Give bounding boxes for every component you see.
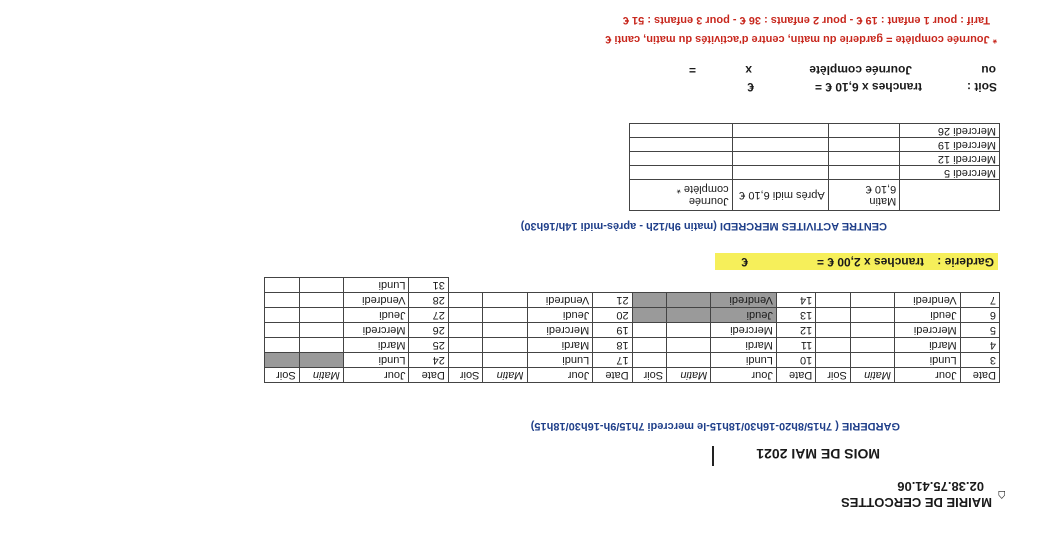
mercredi-empty-cell xyxy=(732,124,828,138)
calendar-cell: 20 xyxy=(593,308,632,323)
mercredi-header-cell: Matin 6,10 € xyxy=(828,180,900,211)
calendar-cell: Mercredi xyxy=(527,323,593,338)
mercredi-empty-cell xyxy=(828,124,900,138)
calendar-cell xyxy=(483,278,527,293)
calendar-cell: Vendredi xyxy=(343,293,409,308)
calendar-cell xyxy=(448,323,483,338)
mairie-phone: 02.38.75.41.06 xyxy=(897,479,984,494)
calendar-cell xyxy=(265,278,300,293)
centre-title: CENTRE ACTIVITES MERCREDI (matin 9h/12h - après-midi 14h/16h30) xyxy=(520,220,887,232)
calendar-cell: 26 xyxy=(409,323,448,338)
calendar-cell xyxy=(632,353,667,368)
soit-label: Soit : xyxy=(967,80,997,94)
calendar-cell: 18 xyxy=(593,338,632,353)
calendar-header-cell: Date xyxy=(776,368,815,383)
mercredi-date-cell: Mercredi 5 xyxy=(900,166,1000,180)
calendar-cell: 3 xyxy=(960,353,999,368)
calendar-cell xyxy=(299,353,343,368)
calendar-cell xyxy=(299,278,343,293)
mercredi-header-cell: Journée complète * xyxy=(630,180,733,211)
garderie-hours: GARDERIE ( 7h15/8h20-16h30/18h15-le mercredi 7h15/9h-16h30/18h15) xyxy=(530,420,900,432)
calendar-cell: 6 xyxy=(960,308,999,323)
calendar-cell: 7 xyxy=(960,293,999,308)
table-row xyxy=(265,293,1000,308)
calendar-header-cell: Soir xyxy=(632,368,667,383)
calendar-cell xyxy=(667,308,711,323)
calendar-cell xyxy=(265,308,300,323)
calendar-cell xyxy=(483,308,527,323)
calendar-cell: Mardi xyxy=(711,338,777,353)
calendar-header-cell: Matin xyxy=(483,368,527,383)
calendar-header-cell: Matin xyxy=(299,368,343,383)
tarif-note: Tarif : pour 1 enfant : 19 € - pour 2 enfants : 36 € - pour 3 enfants : 51 € xyxy=(622,14,990,26)
calendar-cell xyxy=(265,323,300,338)
mairie-name: MAIRIE DE CERCOTTES xyxy=(841,495,992,510)
calendar-header-cell: Date xyxy=(960,368,999,383)
calendar-cell: Mardi xyxy=(527,338,593,353)
calendar-header-cell: Jour xyxy=(527,368,593,383)
journee-note: * Journée complète = garderie du matin, centre d'activités du matin, canti € xyxy=(605,33,997,45)
calendar-cell: Jeudi xyxy=(343,308,409,323)
calendar-cell xyxy=(816,353,851,368)
calendar-header-cell: Matin xyxy=(850,368,894,383)
mercredi-empty-cell xyxy=(630,166,733,180)
calendar-cell xyxy=(299,323,343,338)
calendar-cell xyxy=(667,338,711,353)
calendar-cell xyxy=(448,353,483,368)
mercredi-empty-cell xyxy=(630,152,733,166)
calendar-cell xyxy=(632,323,667,338)
calendar-cell: Lundi xyxy=(343,353,409,368)
calendar-cell xyxy=(632,308,667,323)
mercredi-date-cell: Mercredi 12 xyxy=(900,152,1000,166)
calendar-cell xyxy=(667,293,711,308)
calendar-header-cell: Jour xyxy=(894,368,960,383)
table-row xyxy=(265,353,1000,368)
calendar-cell xyxy=(850,293,894,308)
calendar-cell: 31 xyxy=(409,278,448,293)
table-row xyxy=(265,338,1000,353)
calendar-cell: Mardi xyxy=(894,338,960,353)
page-title: MOIS DE MAI 2021 xyxy=(756,446,880,462)
calendar-cell xyxy=(850,323,894,338)
calendar-cell xyxy=(850,278,894,293)
calendar-header-cell: Soir xyxy=(816,368,851,383)
calendar-cell xyxy=(667,353,711,368)
mercredi-row xyxy=(630,152,1000,166)
mercredi-empty-cell xyxy=(732,152,828,166)
calendar-header-cell: Date xyxy=(593,368,632,383)
mercredi-empty-cell xyxy=(630,124,733,138)
calendar-header-cell: Date xyxy=(409,368,448,383)
calendar-cell xyxy=(265,353,300,368)
calendar-header-cell: Soir xyxy=(265,368,300,383)
mercredi-empty-cell xyxy=(828,166,900,180)
calendar-cell xyxy=(816,338,851,353)
calendar-cell xyxy=(632,293,667,308)
calendar-cell: 19 xyxy=(593,323,632,338)
mercredi-empty-cell xyxy=(732,166,828,180)
table-row xyxy=(265,323,1000,338)
calendar-cell xyxy=(265,338,300,353)
mercredi-date-cell: Mercredi 19 xyxy=(900,138,1000,152)
calendar-cell xyxy=(483,323,527,338)
mercredi-table xyxy=(629,123,1000,211)
calendar-cell: Mercredi xyxy=(711,323,777,338)
calendar-cell xyxy=(448,293,483,308)
calendar-cell xyxy=(632,338,667,353)
mercredi-row xyxy=(630,166,1000,180)
calendar-cell xyxy=(299,308,343,323)
calendar-cell: 21 xyxy=(593,293,632,308)
calendar-cell xyxy=(816,308,851,323)
calendar-cell xyxy=(850,338,894,353)
calendar-cell xyxy=(816,293,851,308)
equals-sign: = xyxy=(688,63,696,77)
calendar-cell xyxy=(448,278,483,293)
divider-line xyxy=(712,446,714,466)
calendar-cell: Mercredi xyxy=(894,323,960,338)
table-row xyxy=(265,278,1000,293)
mercredi-header-cell xyxy=(900,180,1000,211)
calendar-cell: Vendredi xyxy=(527,293,593,308)
tranches-formula: tranches x 6,10 € = xyxy=(814,80,922,94)
garderie-cost-label: Garderie : xyxy=(937,255,994,269)
calendar-cell xyxy=(593,278,632,293)
calendar-cell xyxy=(527,278,593,293)
calendar-cell xyxy=(711,278,777,293)
mercredi-empty-cell xyxy=(630,138,733,152)
calendar-cell xyxy=(483,338,527,353)
garderie-euro: € xyxy=(741,255,748,269)
table-row xyxy=(265,308,1000,323)
calendar-cell: 4 xyxy=(960,338,999,353)
calendar-cell xyxy=(632,278,667,293)
calendar-cell: 5 xyxy=(960,323,999,338)
calendar-cell: Lundi xyxy=(711,353,777,368)
ou-label: ou xyxy=(981,63,996,77)
calendar-cell: 27 xyxy=(409,308,448,323)
calendar-cell xyxy=(448,338,483,353)
garderie-calendar xyxy=(264,277,1000,383)
calendar-cell xyxy=(816,323,851,338)
mercredi-header-row xyxy=(630,180,1000,211)
calendar-cell: Jeudi xyxy=(894,308,960,323)
calendar-cell: Jeudi xyxy=(527,308,593,323)
mercredi-header-cell: Après midi 6,10 € xyxy=(732,180,828,211)
mercredi-row xyxy=(630,138,1000,152)
calendar-cell: 28 xyxy=(409,293,448,308)
calendar-cell: Vendredi xyxy=(894,293,960,308)
mercredi-date-cell: Mercredi 26 xyxy=(900,124,1000,138)
calendar-cell: 17 xyxy=(593,353,632,368)
mercredi-empty-cell xyxy=(732,138,828,152)
calendar-header-cell: Jour xyxy=(343,368,409,383)
calendar-cell xyxy=(667,278,711,293)
calendar-cell xyxy=(265,293,300,308)
calendar-cell: Lundi xyxy=(894,353,960,368)
calendar-cell: 13 xyxy=(776,308,815,323)
calendar-cell: Lundi xyxy=(343,278,409,293)
mercredi-empty-cell xyxy=(828,138,900,152)
calendar-cell: Vendredi xyxy=(711,293,777,308)
calendar-cell xyxy=(483,353,527,368)
calendar-cell: Lundi xyxy=(527,353,593,368)
school-icon: ⌂ xyxy=(997,488,1006,504)
calendar-cell xyxy=(816,278,851,293)
calendar-cell xyxy=(667,323,711,338)
calendar-header-cell: Soir xyxy=(448,368,483,383)
calendar-cell: 12 xyxy=(776,323,815,338)
calendar-cell: 14 xyxy=(776,293,815,308)
calendar-cell xyxy=(776,278,815,293)
calendar-cell xyxy=(894,278,960,293)
calendar-cell xyxy=(448,308,483,323)
calendar-cell xyxy=(960,278,999,293)
calendar-cell xyxy=(850,353,894,368)
calendar-cell: 24 xyxy=(409,353,448,368)
garderie-cost-formula: tranches x 2,00 € = xyxy=(816,255,924,269)
calendar-cell xyxy=(299,338,343,353)
mercredi-empty-cell xyxy=(828,152,900,166)
journee-complete-label: Journée complète xyxy=(809,63,912,77)
multiply-sign: x xyxy=(745,63,752,77)
calendar-cell: Jeudi xyxy=(711,308,777,323)
calendar-cell xyxy=(483,293,527,308)
calendar-header-cell: Matin xyxy=(667,368,711,383)
tranches-euro: € xyxy=(747,80,754,94)
calendar-header-cell: Jour xyxy=(711,368,777,383)
calendar-cell xyxy=(850,308,894,323)
calendar-cell: 25 xyxy=(409,338,448,353)
calendar-cell: Mardi xyxy=(343,338,409,353)
calendar-cell: 10 xyxy=(776,353,815,368)
mercredi-row xyxy=(630,124,1000,138)
calendar-cell xyxy=(299,293,343,308)
calendar-cell: Mercredi xyxy=(343,323,409,338)
calendar-cell: 11 xyxy=(776,338,815,353)
